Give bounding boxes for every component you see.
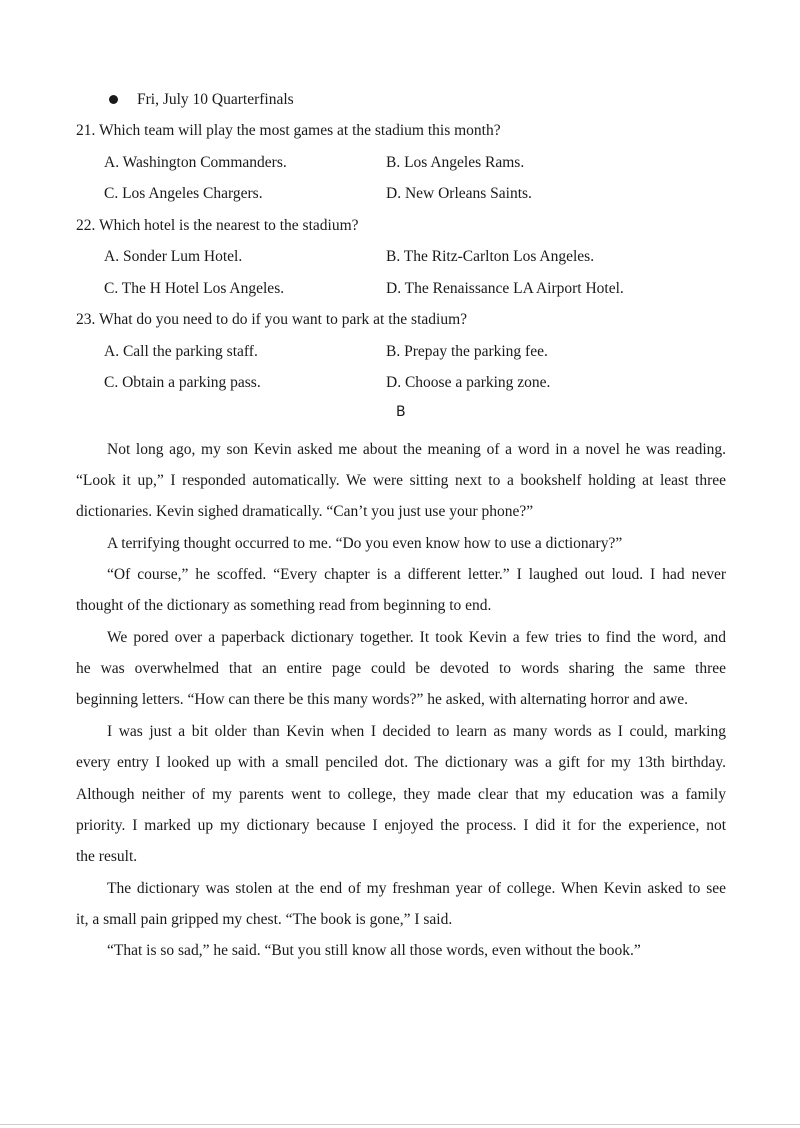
bullet-icon: [109, 95, 118, 104]
passage-line: “Look it up,” I responded automatically. We were sitting next to a bookshelf holding at least three: [76, 472, 726, 489]
passage-line: I was just a bit older than Kevin when I decided to learn as many words as I could, marking: [107, 723, 726, 740]
passage-line: he was overwhelmed that an entire page could be devoted to words sharing the same three: [76, 660, 726, 677]
section-label: B: [396, 404, 406, 420]
question-22-option-d: D. The Renaissance LA Airport Hotel.: [386, 280, 624, 297]
passage-line: thought of the dictionary as something read from beginning to end.: [76, 597, 492, 614]
question-22-option-b: B. The Ritz-Carlton Los Angeles.: [386, 248, 595, 265]
passage-line: priority. I marked up my dictionary because I enjoyed the process. I did it for the experience, not: [76, 817, 726, 834]
question-21-option-d: D. New Orleans Saints.: [386, 185, 532, 202]
passage-line: The dictionary was stolen at the end of my freshman year of college. When Kevin asked to see: [107, 880, 726, 897]
question-21-stem: 21. Which team will play the most games at the stadium this month?: [76, 122, 501, 139]
question-21-option-a: A. Washington Commanders.: [104, 154, 287, 171]
question-22-option-c: C. The H Hotel Los Angeles.: [104, 280, 285, 297]
question-23-option-b: B. Prepay the parking fee.: [386, 343, 548, 360]
passage-line: beginning letters. “How can there be this many words?” he asked, with alternating horror and awe.: [76, 691, 689, 708]
passage-line: it, a small pain gripped my chest. “The book is gone,” I said.: [76, 911, 453, 928]
passage-line: We pored over a paperback dictionary together. It took Kevin a few tries to find the word, and: [107, 629, 726, 646]
question-23-stem: 23. What do you need to do if you want to park at the stadium?: [76, 311, 468, 328]
question-23-option-c: C. Obtain a parking pass.: [104, 374, 261, 391]
passage-line: every entry I looked up with a small penciled dot. The dictionary was a gift for my 13th birthday.: [76, 754, 726, 771]
question-22-option-a: A. Sonder Lum Hotel.: [104, 248, 243, 265]
passage-line: Not long ago, my son Kevin asked me about the meaning of a word in a novel he was reading.: [107, 441, 726, 458]
passage-line: “Of course,” he scoffed. “Every chapter is a different letter.” I laughed out loud. I had never: [107, 566, 726, 583]
schedule-item: Fri, July 10 Quarterfinals: [137, 91, 294, 108]
passage-line: dictionaries. Kevin sighed dramatically. “Can’t you just use your phone?”: [76, 503, 534, 520]
passage-line: A terrifying thought occurred to me. “Do you even know how to use a dictionary?”: [107, 535, 623, 552]
passage-line: “That is so sad,” he said. “But you still know all those words, even without the book.”: [107, 942, 641, 959]
question-21-option-b: B. Los Angeles Rams.: [386, 154, 525, 171]
page-bottom-rule: [0, 1124, 800, 1125]
question-23-option-d: D. Choose a parking zone.: [386, 374, 551, 391]
passage-line: Although neither of my parents went to college, they made clear that my education was a family: [76, 786, 726, 803]
question-23-option-a: A. Call the parking staff.: [104, 343, 258, 360]
question-22-stem: 22. Which hotel is the nearest to the stadium?: [76, 217, 359, 234]
question-21-option-c: C. Los Angeles Chargers.: [104, 185, 263, 202]
passage-line: the result.: [76, 848, 138, 865]
